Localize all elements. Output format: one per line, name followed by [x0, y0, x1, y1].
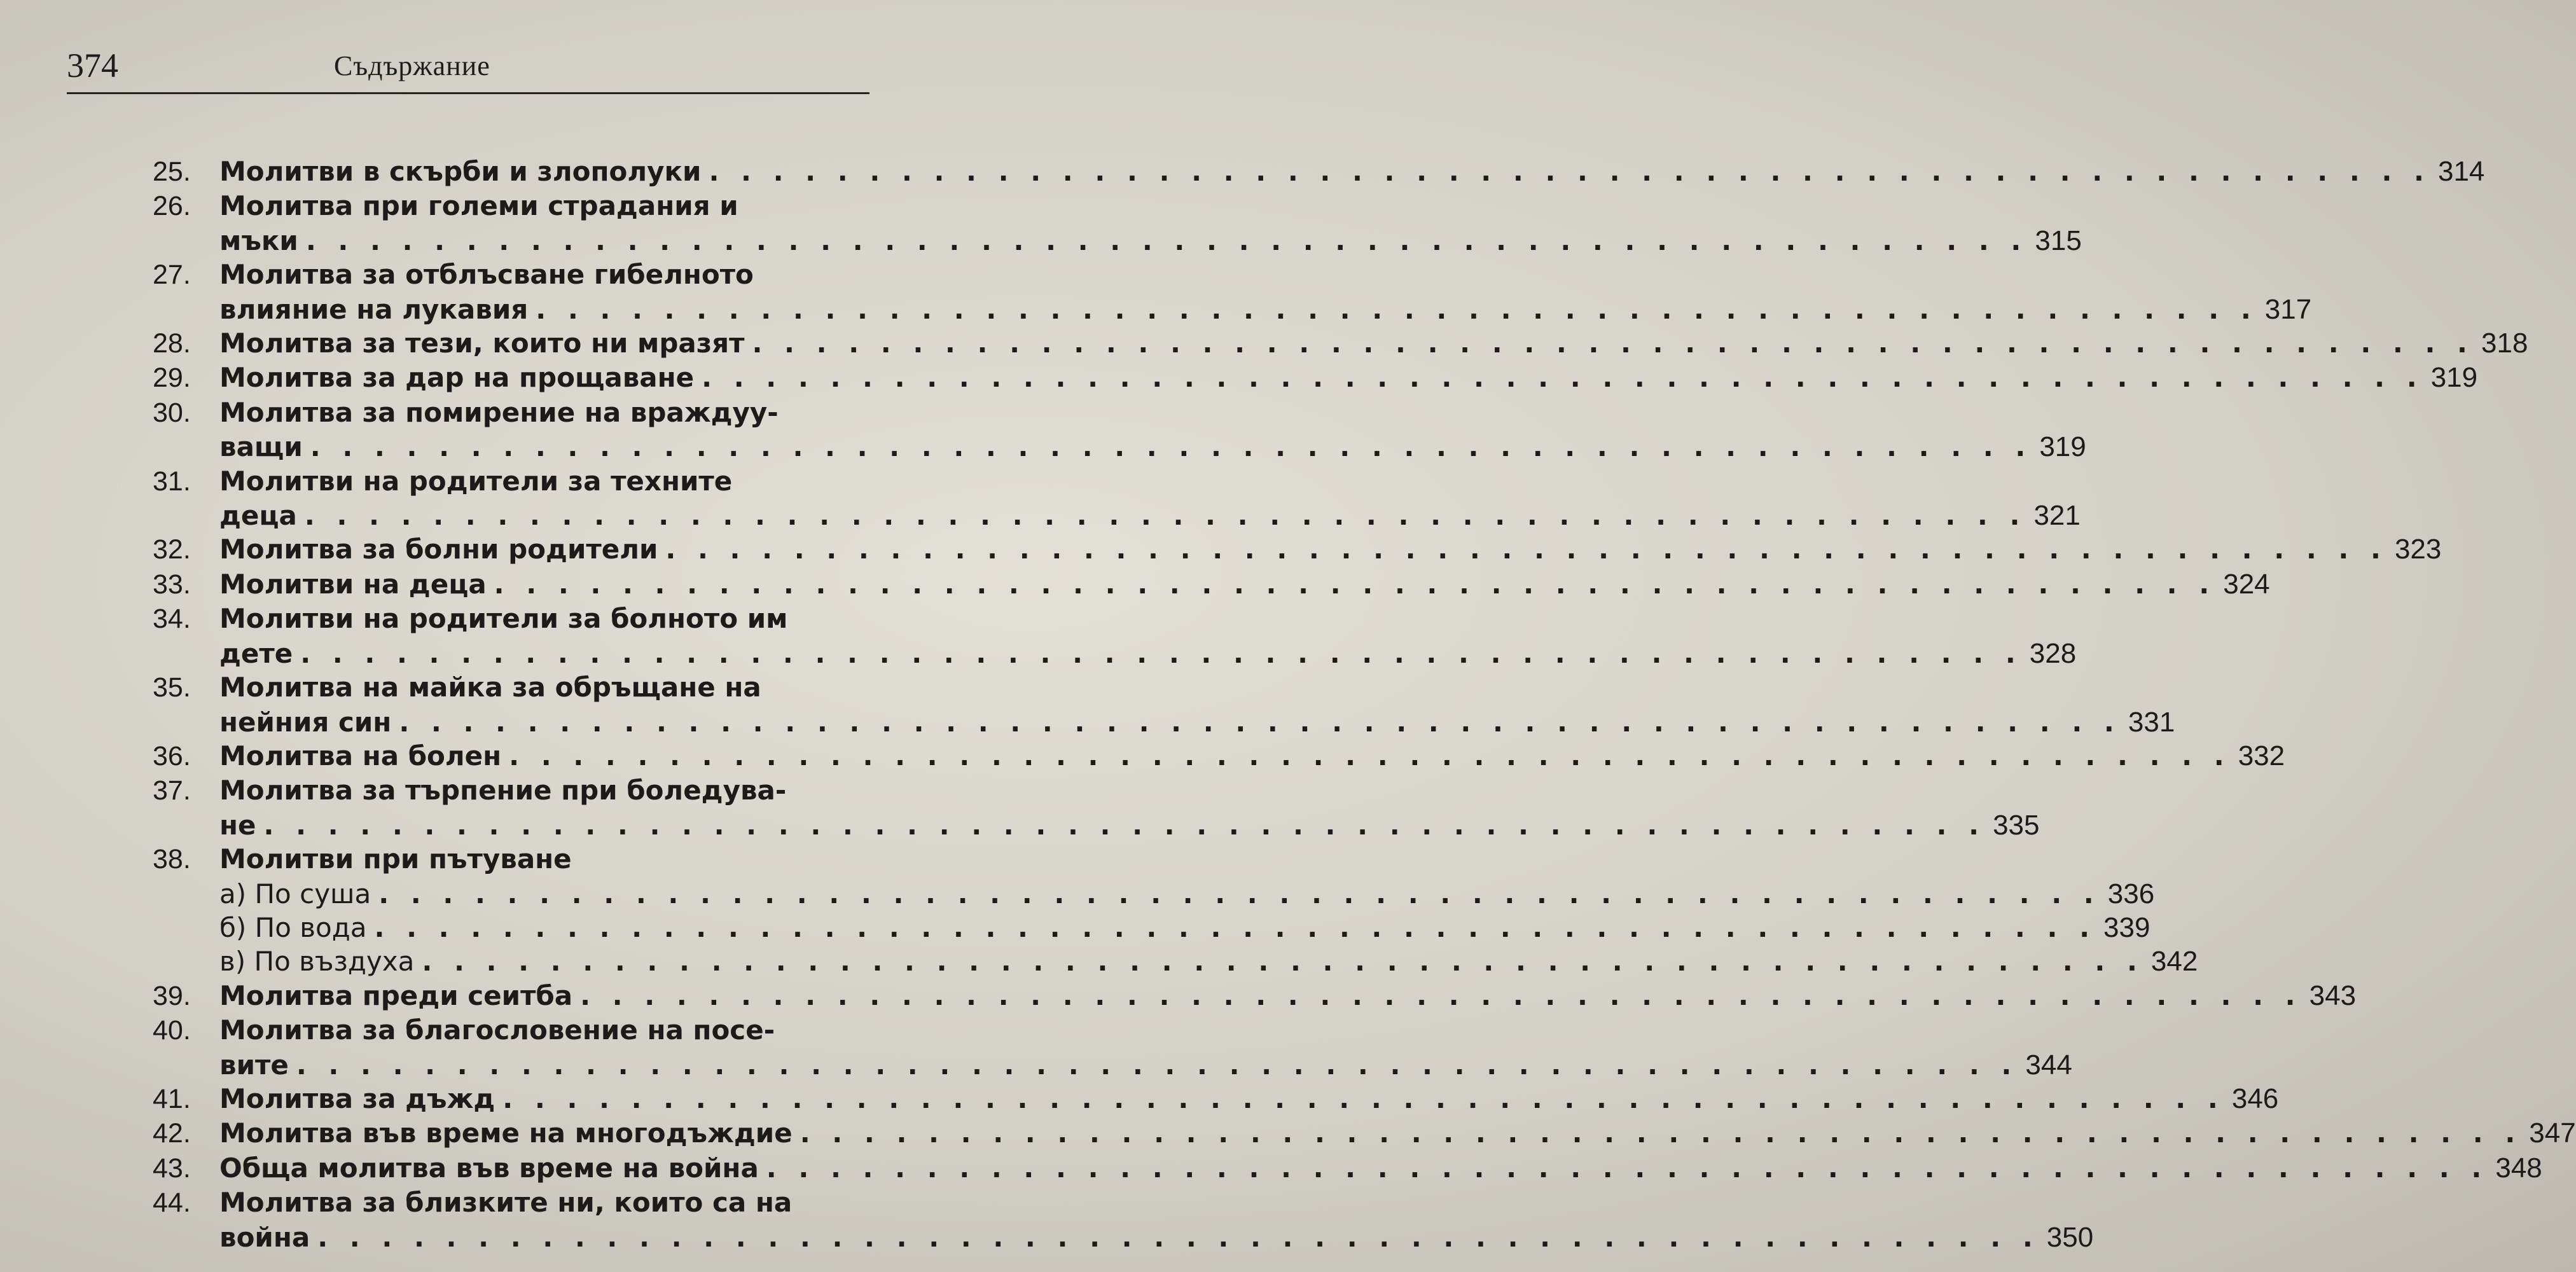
entry-title-continued: деца [219, 500, 297, 532]
entry-title-continued: нейния син [219, 706, 392, 738]
entry-title: Молитви на родители за болното им [219, 603, 788, 635]
dot-leader [414, 944, 2143, 978]
entry-page-number: 331 [2128, 706, 2175, 738]
dot-leader [371, 877, 2100, 911]
toc-entry-34-continued [153, 637, 2077, 670]
dot-leader [367, 911, 2096, 944]
dot-leader [298, 224, 2028, 258]
toc-subentry-38c [153, 944, 2198, 978]
dot-leader [310, 1220, 2039, 1254]
entry-title: Молитва за дар на прощаване [219, 362, 695, 394]
entry-page-number: 346 [2231, 1082, 2279, 1114]
toc-entry-28 [153, 326, 2528, 361]
entry-page-number: 319 [2039, 431, 2086, 463]
entry-page-number: 315 [2035, 225, 2082, 256]
toc-entry-32 [153, 532, 2442, 567]
entry-page-number: 344 [2025, 1049, 2072, 1081]
entry-title: Молитва на майка за обръщане на [219, 672, 761, 703]
toc-entry-37-continued [153, 808, 2040, 842]
entry-page-number: 323 [2394, 534, 2442, 565]
dot-leader [293, 637, 2022, 670]
entry-number: 39. [153, 980, 191, 1011]
entry-number: 34. [153, 604, 191, 635]
entry-page-number: 335 [1993, 809, 2040, 841]
entry-page-number: 319 [2430, 362, 2478, 394]
entry-page-number: 318 [2481, 328, 2528, 359]
entry-title-continued: дете [219, 637, 293, 669]
entry-title: Молитви при пътуване [219, 843, 572, 875]
entry-page-number: 343 [2309, 979, 2357, 1011]
entry-page-number: 317 [2264, 293, 2312, 325]
entry-title: Молитва за отблъсване гибелното [219, 259, 754, 291]
entry-title: Молитва за помирение на враждуу- [219, 396, 779, 428]
toc-entry-27 [153, 258, 871, 292]
dot-leader [701, 155, 2430, 188]
entry-title: Молитви на деца [219, 568, 487, 600]
entry-number: 35. [153, 672, 191, 703]
toc-entry-29 [153, 361, 2478, 395]
entry-title-continued: вите [219, 1049, 289, 1081]
toc-entry-38 [153, 842, 871, 876]
entry-title: Молитва при големи страдания и [219, 190, 738, 222]
toc-entry-40 [153, 1013, 871, 1047]
dot-leader [793, 1116, 2522, 1150]
entry-page-number: 314 [2437, 156, 2485, 187]
subentry-title: в) По въздуха [219, 946, 415, 978]
toc-entry-35-continued [153, 705, 2175, 739]
dot-leader [744, 326, 2474, 360]
toc-entry-30 [153, 396, 871, 430]
dot-leader [572, 979, 2302, 1013]
entry-page-number: 348 [2495, 1152, 2542, 1184]
entry-title-continued: война [219, 1221, 310, 1253]
dot-leader [528, 293, 2257, 326]
entry-title: Молитва на болен [219, 740, 502, 771]
entry-number: 33. [153, 569, 191, 600]
dot-leader [297, 499, 2026, 532]
entry-number: 25. [153, 156, 191, 187]
dot-leader [487, 567, 2216, 601]
entry-number: 36. [153, 740, 191, 771]
dot-leader [289, 1048, 2018, 1082]
entry-page-number: 336 [2107, 878, 2155, 909]
dot-leader [391, 705, 2121, 739]
toc-entry-26 [153, 189, 871, 223]
entry-title: Молитва за близките ни, които са на [219, 1187, 793, 1219]
entry-title-continued: не [219, 809, 256, 841]
toc-entry-31-continued [153, 499, 2081, 532]
entry-page-number: 339 [2103, 911, 2150, 943]
dot-leader [495, 1082, 2224, 1116]
table-of-contents [153, 155, 2576, 1254]
toc-entry-33 [153, 567, 2270, 602]
entry-number: 43. [153, 1152, 191, 1184]
entry-title: Молитва преди сеитба [219, 979, 573, 1011]
toc-entry-30-continued [153, 430, 2086, 464]
toc-entry-44-continued [153, 1220, 2094, 1254]
subentry-title: б) По вода [219, 911, 367, 943]
entry-page-number: 321 [2033, 500, 2081, 532]
toc-entry-26-continued [153, 224, 2082, 258]
entry-page-number: 350 [2046, 1221, 2094, 1253]
toc-entry-34 [153, 602, 871, 636]
entry-number: 31. [153, 466, 191, 497]
toc-entry-43 [153, 1151, 2542, 1186]
entry-number: 30. [153, 397, 191, 428]
toc-subentry-38b [153, 911, 2150, 944]
entry-title: Молитва за дъжд [219, 1082, 495, 1114]
dot-leader [256, 808, 1986, 842]
entry-title: Молитва за благословение на посе- [219, 1014, 775, 1046]
entry-number: 29. [153, 363, 191, 394]
entry-title: Молитва за болни родители [219, 534, 658, 565]
dot-leader [759, 1151, 2488, 1185]
subentry-title: а) По суша [219, 878, 371, 909]
toc-entry-44 [153, 1186, 871, 1220]
toc-entry-31 [153, 464, 871, 499]
entry-page-number: 328 [2029, 637, 2077, 669]
running-title: Съдържание [334, 50, 490, 81]
entry-title-continued: влияние на лукавия [219, 293, 529, 325]
entry-title-continued: мъки [219, 225, 298, 256]
toc-entry-25 [153, 155, 2485, 189]
entry-number: 32. [153, 534, 191, 565]
entry-title: Молитви в скърби и злополуки [219, 156, 702, 187]
toc-entry-39 [153, 979, 2357, 1013]
page-number: 374 [67, 46, 118, 85]
toc-entry-27-continued [153, 293, 2312, 326]
entry-number: 27. [153, 259, 191, 291]
entry-page-number: 324 [2223, 568, 2270, 600]
toc-entry-35 [153, 670, 871, 705]
entry-number: 44. [153, 1187, 191, 1219]
entry-title-continued: ващи [219, 431, 303, 463]
entry-page-number: 347 [2529, 1117, 2576, 1149]
toc-entry-41 [153, 1082, 2279, 1116]
entry-title: Молитви на родители за техните [219, 465, 733, 497]
entry-page-number: 332 [2238, 740, 2285, 771]
toc-entry-36 [153, 739, 2285, 773]
entry-title: Молитва за търпение при боледува- [219, 775, 787, 806]
toc-entry-40-continued [153, 1048, 2072, 1082]
entry-number: 40. [153, 1015, 191, 1046]
entry-page-number: 342 [2150, 946, 2198, 978]
toc-subentry-38a [153, 877, 2155, 911]
toc-entry-37 [153, 773, 871, 808]
entry-number: 41. [153, 1083, 191, 1114]
page-header [67, 45, 869, 94]
entry-number: 42. [153, 1118, 191, 1149]
entry-title: Молитва във време на многодъждие [219, 1117, 793, 1149]
dot-leader [694, 361, 2423, 394]
entry-number: 28. [153, 328, 191, 359]
toc-entry-42 [153, 1116, 2576, 1151]
dot-leader [501, 739, 2231, 773]
dot-leader [658, 532, 2387, 566]
entry-number: 37. [153, 775, 191, 806]
dot-leader [303, 430, 2032, 464]
entry-number: 38. [153, 844, 191, 875]
entry-number: 26. [153, 191, 191, 222]
entry-title: Обща молитва във време на война [219, 1152, 759, 1184]
entry-title: Молитва за тези, които ни мразят [219, 328, 745, 359]
